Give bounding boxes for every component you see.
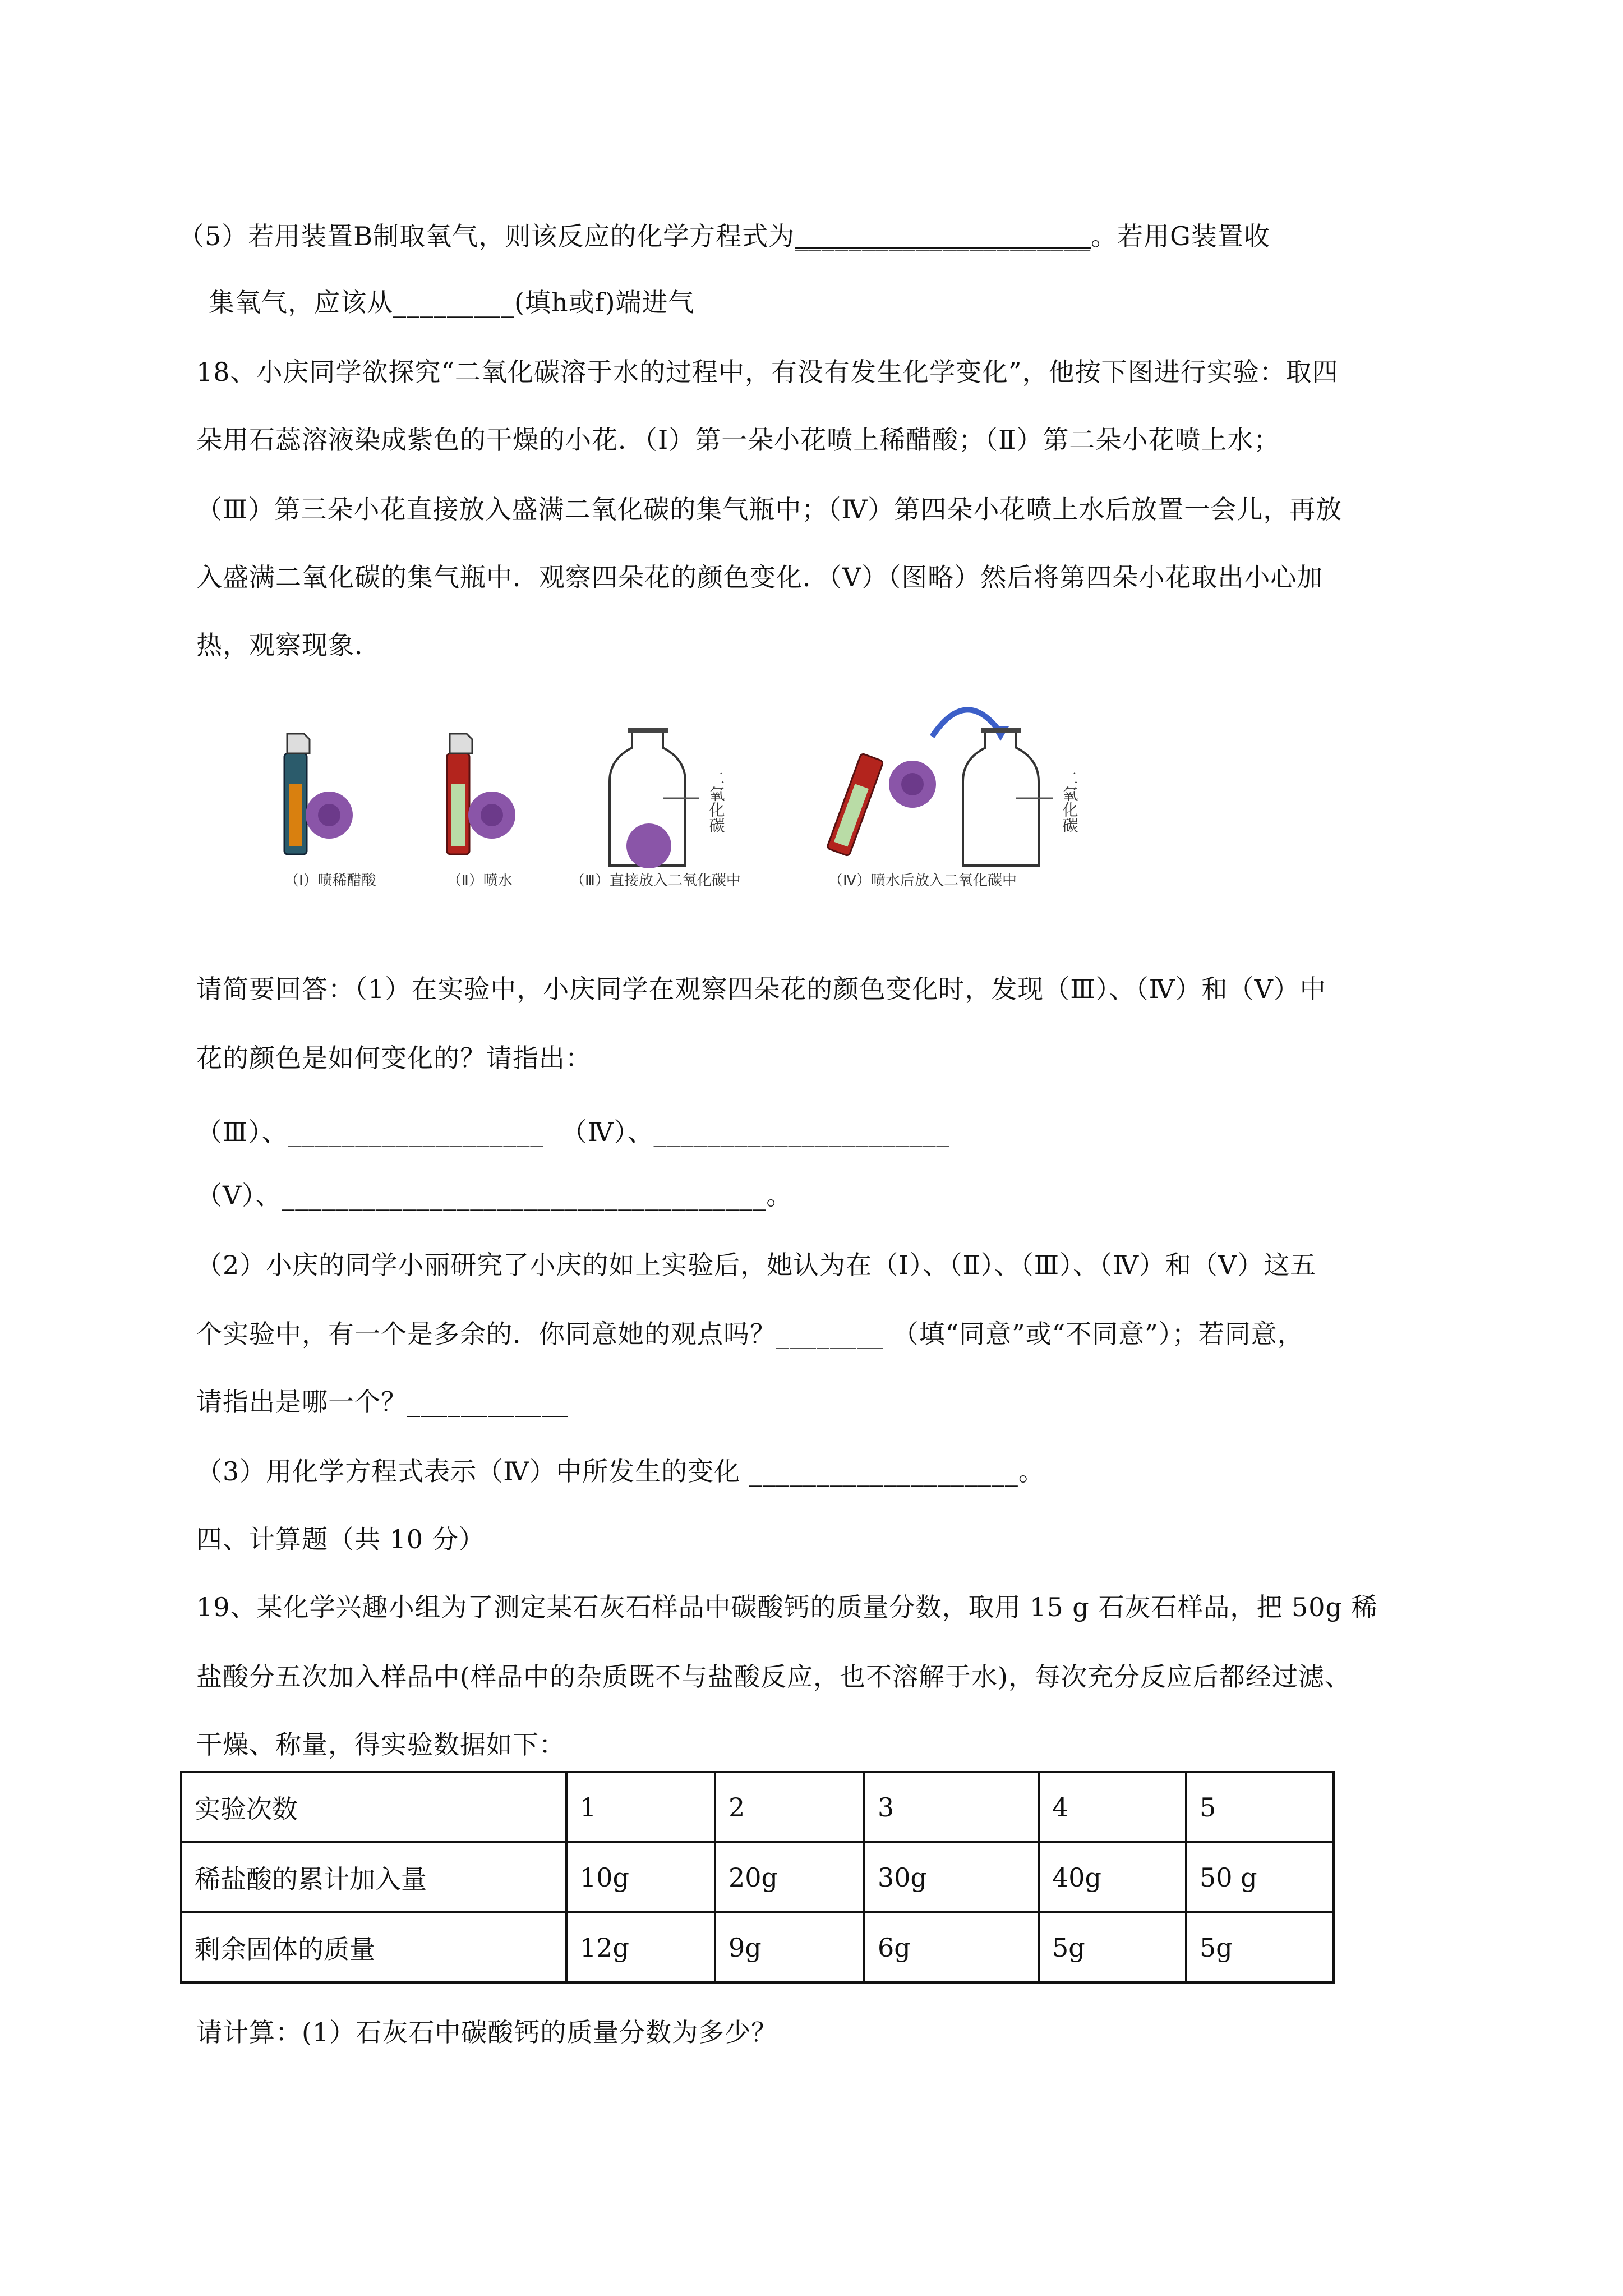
table-row (181, 1772, 1334, 1842)
flower-icon (306, 792, 353, 839)
question-19-line-2: 盐酸分五次加入样品中(样品中的杂质既不与盐酸反应，也不溶解于水)，每次充分反应后都经过滤、 (196, 1662, 1351, 1692)
answer-3-line: （3）用化学方程式表示（Ⅳ）中所发生的变化 ____________________。 (196, 1456, 1045, 1487)
table-cell: 5g (1186, 1912, 1334, 1982)
table-cell: 3 (864, 1772, 1039, 1842)
question-19-line-1: 19、某化学兴趣小组为了测定某石灰石样品中碳酸钙的质量分数，取用 15 g 石灰石样品，把 50g 稀 (196, 1592, 1378, 1622)
text: 。若用G装置收 (1091, 221, 1270, 251)
co2-label: 二氧化碳 (1060, 770, 1079, 833)
table-cell: 1 (566, 1772, 715, 1842)
table-cell: 12g (566, 1912, 715, 1982)
spray-bottle-acetic-icon (284, 734, 310, 854)
question-18-line-2: 朵用石蕊溶液染成紫色的干燥的小花．（Ⅰ）第一朵小花喷上稀醋酸；（Ⅱ）第二朵小花喷上水； (196, 425, 1280, 455)
row-header: 稀盐酸的累计加入量 (181, 1842, 566, 1912)
figure-caption: （Ⅱ）喷水 (447, 872, 513, 889)
answer-1-line-2: 花的颜色是如何变化的？请指出： (196, 1043, 592, 1073)
answer-1-line-4: （Ⅴ）、____________________________________。 (196, 1180, 793, 1211)
gas-jar-icon (963, 728, 1053, 866)
answer-blank: ______________________ (795, 221, 1091, 251)
answer-2-line-2: 个实验中，有一个是多余的．你同意她的观点吗？________ （填“同意”或“不同意”）；若同意， (196, 1319, 1304, 1349)
figure-caption: （Ⅳ）喷水后放入二氧化碳中 (828, 872, 1017, 889)
table-cell: 20g (715, 1842, 864, 1912)
experiment-data-table (180, 1771, 1335, 1984)
spray-bottle-water-icon (447, 734, 472, 854)
question-18-line-4: 入盛满二氧化碳的集气瓶中．观察四朵花的颜色变化．（Ⅴ）（图略）然后将第四朵小花取出小心加 (196, 562, 1324, 592)
table-cell: 2 (715, 1772, 864, 1842)
table-row (181, 1912, 1334, 1982)
table-row (181, 1842, 1334, 1912)
row-header: 剩余固体的质量 (181, 1912, 566, 1982)
answer-1-line-3: （Ⅲ）、___________________ （Ⅳ）、______________________ (196, 1117, 950, 1147)
figure-caption: （Ⅲ）直接放入二氧化碳中 (570, 872, 741, 889)
flower-icon (889, 761, 936, 808)
spray-bottle-tilted-icon (827, 753, 883, 857)
question-18-line-5: 热，观察现象． (196, 630, 381, 660)
row-header: 实验次数 (181, 1772, 566, 1842)
experiment-figure (273, 686, 1207, 894)
table-cell: 6g (864, 1912, 1039, 1982)
co2-label: 二氧化碳 (707, 770, 726, 833)
table-cell: 5 (1186, 1772, 1334, 1842)
table-cell: 4 (1039, 1772, 1186, 1842)
calculation-question-1: 请计算：(1）石灰石中碳酸钙的质量分数为多少？ (196, 2017, 778, 2047)
figure-caption: （Ⅰ）喷稀醋酸 (284, 872, 376, 889)
table-cell: 9g (715, 1912, 864, 1982)
answer-2-line-1: （2）小庆的同学小丽研究了小庆的如上实验后，她认为在（Ⅰ）、（Ⅱ）、（Ⅲ）、（Ⅳ）和（Ⅴ）这五 (196, 1250, 1317, 1280)
table-cell: 30g (864, 1842, 1039, 1912)
question-5-line-2: 集氧气，应该从_________(填h或f)端进气 (209, 287, 695, 318)
flower-icon (468, 792, 515, 839)
answer-1-line-1: 请简要回答：（1）在实验中，小庆同学在观察四朵花的颜色变化时，发现（Ⅲ）、（Ⅳ）和（Ⅴ）中 (196, 974, 1326, 1004)
table-cell: 50 g (1186, 1842, 1334, 1912)
gas-jar-icon (610, 728, 699, 868)
table-cell: 5g (1039, 1912, 1186, 1982)
question-19-line-3: 干燥、称量，得实验数据如下： (196, 1729, 565, 1760)
table-cell: 40g (1039, 1842, 1186, 1912)
table-cell: 10g (566, 1842, 715, 1912)
question-18-line-3: （Ⅲ）第三朵小花直接放入盛满二氧化碳的集气瓶中；（Ⅳ）第四朵小花喷上水后放置一会儿，再放 (196, 494, 1343, 524)
answer-2-line-3: 请指出是哪一个？____________ (196, 1387, 569, 1417)
section-4-heading: 四、计算题（共 10 分） (196, 1524, 485, 1554)
text: （5）若用装置B制取氧气，则该反应的化学方程式为 (178, 221, 795, 251)
question-18-line-1: 18、小庆同学欲探究“二氧化碳溶于水的过程中，有没有发生化学变化”，他按下图进行实验：取四 (196, 357, 1339, 387)
question-5-line-1 (178, 219, 1270, 253)
